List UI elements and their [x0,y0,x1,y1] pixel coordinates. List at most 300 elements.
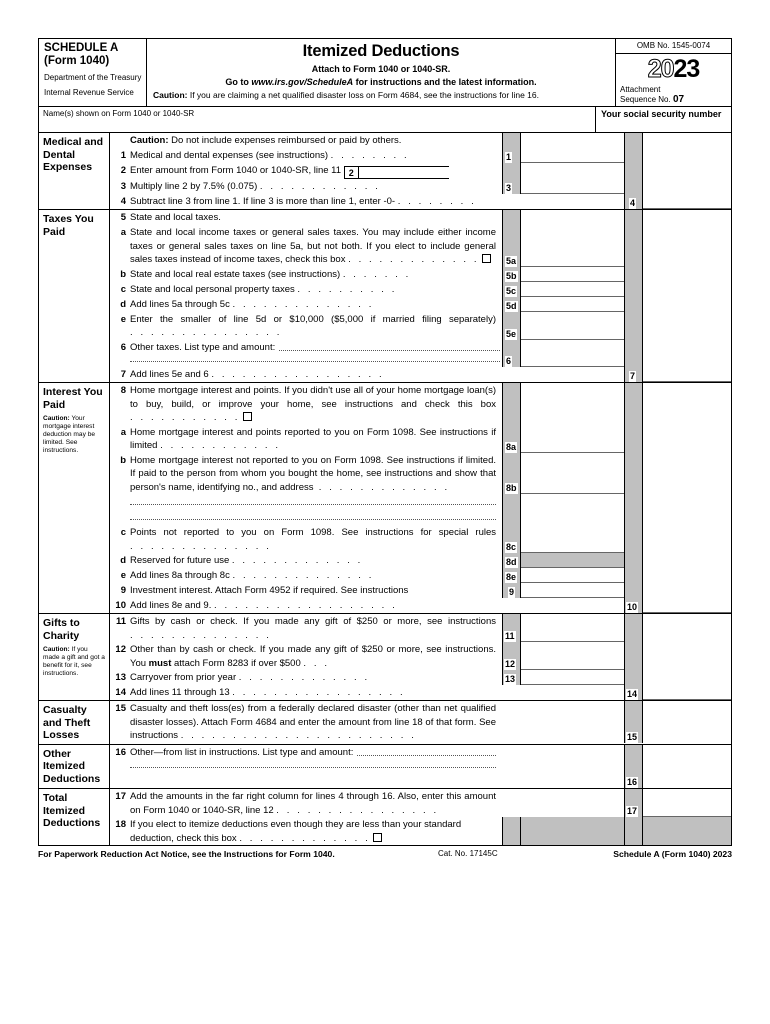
line-1-far-col [643,148,731,163]
line-13-divider [624,670,643,685]
footer-schedule-id: Schedule A (Form 1040) 2023 [613,849,732,859]
line-11-label: Gifts by cash or check. If you made any gift of $250 or more, see instructions [130,616,496,627]
line-8-amount-col [502,383,624,425]
line-15-box-label [624,701,643,743]
line-9-amount-input[interactable] [521,583,624,598]
section-caption-charity [39,614,110,700]
line-8b-text [130,453,502,495]
line-16-amount-blank [520,745,624,789]
table-row-line-5 [110,210,731,225]
line-17-amount-blank [520,789,624,817]
line-3-divider [624,179,643,194]
line-5c-far-col [643,282,731,297]
line-5e-text [130,312,502,340]
section-rows-casualty [110,701,731,744]
table-row-line-3 [110,179,731,194]
header-center-block [147,39,616,106]
line-8b-writein-no [110,494,130,525]
line-7-box-label [624,367,643,382]
line-8c-number: c [120,527,126,538]
line-5d-box-label [503,297,521,312]
charity-caution-text: If you made a gift and got a benefit for it, see instructions. [43,646,105,677]
line-12-label-bold: must [148,657,172,669]
section-caption-other-text: Other Itemized Deductions [43,747,101,785]
line-13-box-label [503,670,521,685]
attachment-line-1: Attachment [620,85,661,94]
line-12-text [130,642,502,670]
line-3-text [130,179,502,194]
line-10-label: Add lines 8e and 9. [130,600,212,611]
table-row-line-4 [110,194,731,209]
line-6-amount-col [502,340,624,368]
line-13-number: 13 [115,672,126,683]
line-5-far-col [643,210,731,225]
department-line-1: Department of the Treasury [44,73,142,82]
line-17-box-label [624,789,643,817]
line-4-box-number: 4 [630,198,636,208]
line-16-write-in-1[interactable] [357,755,496,756]
line-5e-box-label [503,312,521,340]
line-7-number: 7 [120,369,126,380]
line-12-amount-col [502,642,624,670]
line-5-amount-col [502,210,624,225]
line-8e-box-label [503,568,521,583]
line-12-box-number: 12 [505,659,516,669]
table-row-line-2 [110,163,731,179]
line-16-number: 16 [115,746,126,758]
line-5b-amount-input[interactable] [521,267,624,282]
table-row-line-8c [110,525,731,553]
line-8c-amount-col [502,525,624,553]
charity-caution-label: Caution: [43,646,70,653]
line-8c-divider [624,525,643,553]
tax-year-bold: 23 [673,55,700,83]
line-8e-amount-col [502,568,624,583]
header-left-block [39,39,147,106]
section-rows-other [110,745,731,789]
line-1-number: 1 [120,150,126,161]
line-13-far-col [643,670,731,685]
line-3-far-col [643,179,731,194]
line-5d-number: d [120,298,126,310]
line-12-amount-input[interactable] [521,642,624,670]
line-8b-write-in-2[interactable] [130,519,496,520]
section-gifts-to-charity [39,614,731,701]
line-8d-box-number: 8d [506,557,517,567]
line-8e-number: e [120,570,126,581]
line-12-number: 12 [115,644,126,655]
line-5c-box-number: 5c [506,285,517,296]
table-row-line-5c [110,282,731,297]
line-10-text [130,598,502,613]
line-8a-box-label [503,425,521,453]
line-8c-amount-input[interactable] [521,525,624,553]
line-8e-text [130,568,502,583]
line-5a-box-label [503,225,521,267]
line-8b-box-label [503,453,521,495]
line-9-box-label [503,583,521,598]
line-2-number: 2 [120,165,126,176]
line-1-box-number: 1 [506,152,512,162]
line-17-far-input[interactable] [643,789,731,817]
line-5a-amount-col [502,225,624,267]
table-row-line-8b [110,453,731,495]
line-11-amount-col [502,614,624,642]
line-8b-amount-col [502,453,624,495]
line-6-box-label [503,340,521,368]
line-14-amount-col [502,685,624,700]
name-field-label: Name(s) shown on Form 1040 or 1040-SR [43,109,195,118]
line-7-spacer [502,367,520,382]
table-row-line-6 [110,340,731,368]
line-3-box-number: 3 [506,183,512,193]
table-row-line-8d [110,553,731,568]
line-8a-amount-col [502,425,624,453]
section-caption-total [39,789,110,845]
medical-caution-far [643,133,731,148]
line-8a-leader: . . . . . . . . . . . . [160,440,281,451]
line-1-amount-input[interactable] [521,148,624,163]
line-8c-text [130,525,502,553]
line-10-spacer [502,598,520,613]
line-14-label: Add lines 11 through 13 [130,687,230,698]
line-8b-writein-amt [521,494,624,525]
line-2-text [130,163,502,179]
line-8e-divider [624,568,643,583]
line-16-box-number: 16 [627,777,638,787]
line-8b-writein-lbl [503,494,521,525]
section-rows-interest [110,383,731,613]
table-row-line-8a [110,425,731,453]
table-row-line-10 [110,598,731,613]
line-8e-far-col [643,568,731,583]
table-row-line-8 [110,383,731,425]
line-10-box-label [624,598,643,613]
line-5c-amount-input[interactable] [521,282,624,297]
line-2-label: Enter amount from Form 1040 or 1040-SR, line 11 [130,165,342,176]
line-5b-far-col [643,267,731,282]
table-row-line-12 [110,642,731,670]
line-10-amount-blank [520,598,624,613]
line-2-divider [624,163,643,179]
line-15-leader: . . . . . . . . . . . . . . . . . . . . . . . [180,730,417,741]
omb-number: OMB No. 1545-0074 [616,39,731,54]
table-row-line-14 [110,685,731,700]
line-8a-number: a [120,426,126,438]
line-8d-leader: . . . . . . . . . . . . . [231,555,363,566]
name-ssn-row [38,106,732,132]
line-8d-divider [624,553,643,568]
table-row-line-8e [110,568,731,583]
line-8d-far-col [643,553,731,568]
line-18-divider [624,817,643,845]
form-footer [38,849,732,859]
line-6-far-col [643,340,731,368]
catalog-number: Cat. No. 17145C [438,849,498,858]
line-16-write-in-2[interactable] [130,767,496,768]
line-3-amount-col [502,179,624,194]
line-15-far-input[interactable] [643,701,731,743]
line-5c-amount-col [502,282,624,297]
line-7-label: Add lines 5e and 6 [130,369,209,380]
line-5a-checkbox[interactable] [482,254,491,263]
medical-caution-amtcol [502,133,624,148]
line-8-checkbox[interactable] [243,412,252,421]
line-7-far-input[interactable] [643,367,731,382]
line-2-box-label [503,163,521,179]
section-caption-medical [39,133,110,209]
line-6-text [130,340,502,368]
line-16-text [130,745,502,789]
line-18-far-shaded [643,817,731,845]
line-5e-amount-input[interactable] [521,312,624,340]
name-field[interactable] [39,107,596,132]
line-18-text [130,817,502,845]
line-17-leader: . . . . . . . . . . . . . . . . [276,804,439,816]
line-5e-leader: . . . . . . . . . . . . . . . [130,327,282,338]
line-8-divider [624,383,643,425]
line-8a-far-col [643,425,731,453]
section-other-itemized-deductions [39,745,731,790]
line-10-box-number: 10 [627,602,638,612]
line-7-amount-col [502,367,624,382]
line-17-label: Add the amounts in the far right column for lines 4 through 16. Also, enter this amount on Form 1040 or 1040-SR, line 12 [130,791,496,816]
line-3-amount-input[interactable] [521,179,624,194]
line-5e-box-number: 5e [506,328,517,339]
line-6-write-in-2[interactable] [130,361,500,362]
medical-caution-amt [521,133,624,148]
line-11-amount-input[interactable] [521,614,624,642]
line-11-text [130,614,502,642]
line-5d-text [130,297,502,312]
line-1-leader: . . . . . . . . [330,150,410,161]
line-8a-amount-input[interactable] [521,425,624,453]
line-2-inline-box[interactable] [344,166,449,179]
attachment-sequence [616,95,731,105]
line-5d-divider [624,297,643,312]
section-caption-total-text: Total Itemized Deductions [43,792,101,829]
interest-caution-label: Caution: [43,415,70,422]
tax-year-light: 20 [647,55,674,83]
line-4-amount-col [502,194,624,209]
line-5b-box-number: 5b [506,270,517,281]
line-4-far-input[interactable] [643,194,731,209]
line-5e-amount-col [502,312,624,340]
line-12-label-a: Other than by cash or check. If you made any gift of $250 or more, see instructions. You [130,644,496,669]
medical-caution-lbl [503,133,521,148]
line-1-divider [624,148,643,163]
section-caption-interest [39,383,110,613]
line-4-text [130,194,502,209]
line-5b-amount-col [502,267,624,282]
line-4-box-label [624,194,643,209]
line-14-box-number: 14 [627,689,638,699]
line-1-text [130,148,502,163]
line-8a-label: Home mortgage interest and points reported to you on Form 1098. See instructions if limited [130,426,496,451]
charity-caution [43,646,106,678]
line-3-leader: . . . . . . . . . . . . [259,181,381,192]
line-14-far-input[interactable] [643,685,731,700]
irs-url[interactable]: www.irs.gov/ScheduleA [251,76,354,87]
table-row-line-5e [110,312,731,340]
line-10-far-input[interactable] [643,598,731,613]
line-8-label: Home mortgage interest and points. If you didn't use all of your home mortgage loan(s) to buy, build, or improve your home, see instructions and check this box [130,385,496,410]
line-13-label: Carryover from prior year [130,672,237,683]
medical-caution [130,133,502,148]
line-5b-leader: . . . . . . . [342,268,411,280]
line-9-far-col [643,583,731,598]
line-8b-writein-amtcol [502,494,624,525]
section-caption-casualty [39,701,110,744]
ssn-field[interactable] [596,107,731,132]
line-8a-divider [624,425,643,453]
line-8b-writein-rows [110,494,731,525]
line-11-divider [624,614,643,642]
line-14-leader: . . . . . . . . . . . . . . . . . [232,687,406,698]
line-6-number: 6 [120,341,126,353]
interest-caution [43,415,106,455]
line-5b-divider [624,267,643,282]
line-9-amount-col [502,583,624,598]
line-14-number: 14 [115,687,126,698]
line-13-amount-input[interactable] [521,670,624,685]
line-5d-leader: . . . . . . . . . . . . . . [232,298,374,310]
line-11-box-number: 11 [505,631,515,641]
line-8d-amount-col [502,553,624,568]
line-5a-number: a [120,227,126,238]
line-17-number: 17 [115,791,126,802]
line-15-label: Casualty and theft loss(es) from a federally declared disaster (other than net qualified disaster losses). Attach Form 4684 and enter the amount from line 18 of that form. See instructions [130,703,496,741]
line-15-box-number: 15 [627,731,638,742]
ssn-field-label: Your social security number [601,109,722,119]
section-caption-taxes [39,210,110,382]
line-5c-leader: . . . . . . . . . . [297,283,397,295]
medical-caution-no [110,133,130,148]
section-medical-and-dental [39,133,731,210]
line-8-far-col [643,383,731,425]
attach-instruction: Attach to Form 1040 or 1040-SR. [311,64,451,74]
line-18-checkbox[interactable] [373,833,382,842]
paperwork-notice: For Paperwork Reduction Act Notice, see the Instructions for Form 1040. [38,849,335,859]
line-5a-amount-input[interactable] [521,225,624,267]
line-8d-amount-shaded [521,553,624,568]
section-rows-taxes [110,210,731,382]
line-11-far-col [643,614,731,642]
line-13-amount-col [502,670,624,685]
line-5c-box-label [503,282,521,297]
header-caution [147,90,615,100]
table-row-line-7 [110,367,731,382]
line-15-amount-col [502,701,624,743]
line-8-leader: . . . . . . . . . . . [130,412,241,423]
line-9-text: Investment interest. Attach Form 4952 if required. See instructions [130,585,409,596]
line-15-number: 15 [115,703,126,714]
section-rows-charity [110,614,731,700]
section-rows-medical [110,133,731,209]
medical-caution-div [624,133,643,148]
schedule-label: SCHEDULE A [44,42,119,54]
line-8c-box-label [503,525,521,553]
line-2-amount-blank [521,163,624,179]
line-8-number: 8 [120,385,126,396]
line-8b-amount-input[interactable] [521,453,624,495]
line-4-amount-blank [520,194,624,209]
line-18-amount-shaded [521,817,624,845]
line-8a-text [130,425,502,453]
line-8d-label: Reserved for future use [130,555,230,566]
line-8b-far-col [643,453,731,495]
line-15-text [130,701,502,743]
line-5-text: State and local taxes. [130,212,221,223]
medical-caution-label: Caution: [130,135,169,146]
line-17-amount-col [502,789,624,817]
line-5a-box-number: 5a [506,255,517,266]
line-5a-divider [624,225,643,267]
line-16-spacer [502,745,520,789]
line-10-amount-col [502,598,624,613]
line-12-box-label [503,642,521,670]
line-5b-text [130,267,502,282]
department-line-2: Internal Revenue Service [44,87,134,97]
line-8b-divider [624,453,643,495]
line-18-amount-col [502,817,624,845]
line-9-box-number: 9 [509,587,515,597]
line-8b-number: b [120,454,126,466]
line-7-amount-blank [520,367,624,382]
line-17-box-number: 17 [627,806,638,816]
line-8c-leader: . . . . . . . . . . . . . . [130,540,272,552]
line-5e-number: e [120,313,126,325]
line-7-leader: . . . . . . . . . . . . . . . . . [211,369,385,380]
table-row-line-9 [110,583,731,598]
line-5b-label: State and local real estate taxes (see instructions) [130,268,341,280]
line-3-number: 3 [120,181,126,192]
line-1-amount-col [502,148,624,163]
attachment-seq-number: 07 [672,93,685,105]
line-6-write-in-1[interactable] [279,350,500,351]
table-row-line-5b [110,267,731,282]
line-8c-far-col [643,525,731,553]
medical-caution-row [110,133,731,148]
medical-caution-text: Do not include expenses reimbursed or paid by others. [168,135,402,146]
header-right-block [616,39,731,106]
line-18-leader: . . . . . . . . . . . . . [239,832,371,844]
line-5c-label: State and local personal property taxes [130,283,295,295]
header-caution-label: Caution: [153,90,188,100]
line-13-box-number: 13 [505,674,516,684]
line-4-leader: . . . . . . . . [397,196,477,207]
line-3-box-label [503,179,521,194]
line-9-divider [624,583,643,598]
line-4-number: 4 [120,196,126,207]
section-caption-medical-text: Medical and Dental Expenses [43,136,104,173]
section-casualty-and-theft-losses [39,701,731,745]
line-8a-box-number: 8a [506,441,517,452]
line-6-amount-input[interactable] [521,340,624,368]
line-5d-amount-input[interactable] [521,297,624,312]
section-interest-you-paid [39,383,731,614]
line-8b-write-in-1[interactable] [130,504,496,505]
line-5c-text [130,282,502,297]
line-8c-box-number: 8c [506,542,517,552]
section-caption-other [39,745,110,789]
line-16-far-input[interactable] [643,745,731,789]
line-9-number: 9 [120,585,126,596]
form-number-label: (Form 1040) [44,55,110,67]
line-8e-amount-input[interactable] [521,568,624,583]
line-4-spacer [502,194,520,209]
line-8d-box-label [503,553,521,568]
